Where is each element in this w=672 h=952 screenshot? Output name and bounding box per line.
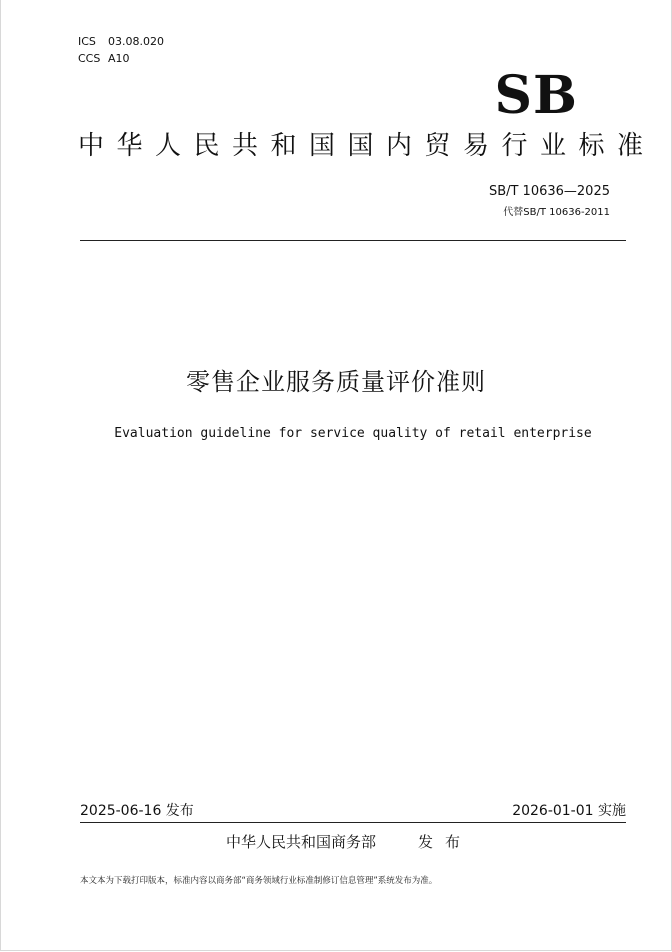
implementation-date: 2026-01-01 实施 <box>512 803 626 819</box>
ics-label: ICS <box>78 35 96 48</box>
ccs-line <box>78 50 164 67</box>
sb-logo: SB <box>494 65 578 126</box>
footer-divider <box>80 822 626 823</box>
standard-number: SB/T 10636—2025 <box>488 184 610 199</box>
document-title-chinese: 零售企业服务质量评价准则 <box>186 368 486 396</box>
classification-codes <box>78 33 164 67</box>
header-divider <box>80 240 626 241</box>
download-note: 本文本为下载打印版本，标准内容以商务部“商务领域行业标准制修订信息管理”系统发布为准。 <box>80 876 438 886</box>
ics-code: 03.08.020 <box>108 35 164 48</box>
issue-date: 2025-06-16 发布 <box>80 803 194 819</box>
organization-title: 中华人民共和国国内贸易行业标准 <box>78 131 656 161</box>
replaces-standard: 代替SB/T 10636-2011 <box>503 207 610 218</box>
publisher: 中华人民共和国商务部 <box>226 833 377 851</box>
ccs-code: A10 <box>108 52 130 65</box>
ccs-label: CCS <box>78 52 101 65</box>
document-title-english: Evaluation guideline for service quality of retail enterprise <box>114 426 592 441</box>
ics-line <box>78 33 164 50</box>
publish-verb: 发布 <box>418 833 473 851</box>
